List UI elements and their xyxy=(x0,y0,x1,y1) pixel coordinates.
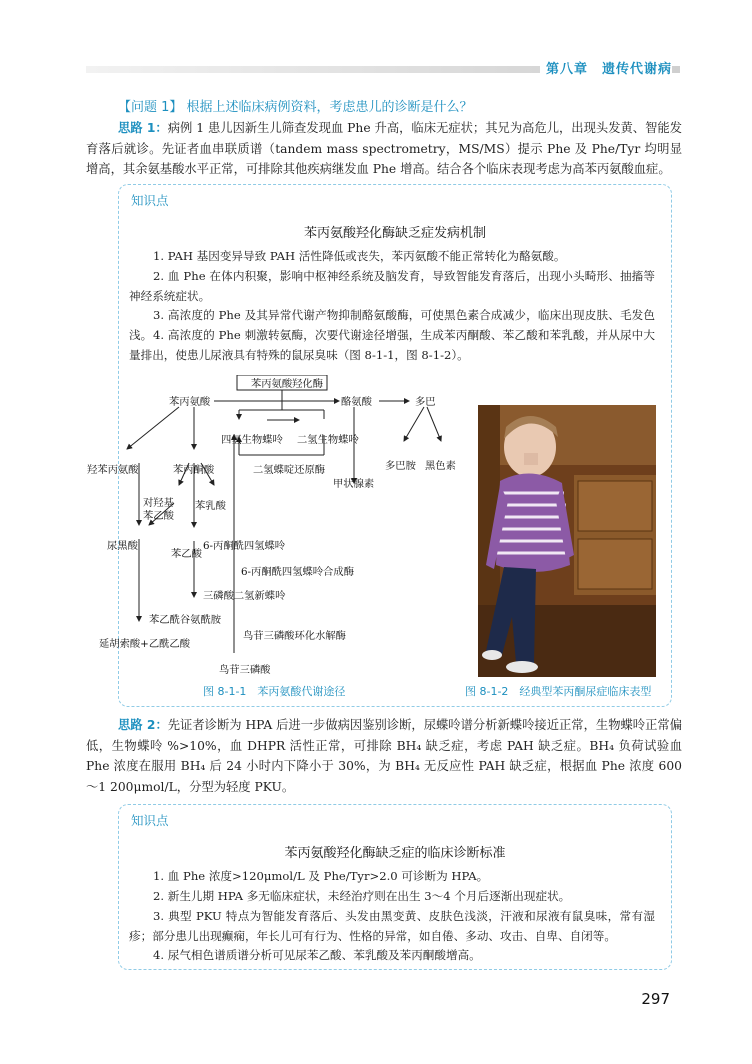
mechanism-item-1: 1. PAH 基因变异导致 PAH 活性降低或丧失，苯丙氨酸不能正常转化为酪氨酸。 xyxy=(153,249,566,263)
bh2-label: 二氢生物蝶呤 xyxy=(297,434,359,446)
mechanism-item-4: 4. 高浓度的 Phe 刺激转氨酶，次要代谢途径增强，生成苯丙酮酸、苯乙酸和苯乳酸，并从尿中大量排出，使患儿尿液具有特殊的鼠尿臭味（图 8-1-1，图 8-1-2）。 xyxy=(129,328,655,362)
knowledge-title: 苯丙氨酸羟化酶缺乏症发病机制 xyxy=(303,226,486,241)
thyroxine-label: 甲状腺素 xyxy=(333,478,375,490)
thought-1-text: 病例 1 患儿因新生儿筛查发现血 Phe 升高，临床无症状；其兄为高危儿，出现头发黄、智能发育落后就诊。先证者血串联质谱（tandem mass spectrometry，MS/MS）提示 Phe 及 Phe/Tyr 均明显增高，其余氨基酸水平正常，可排除其他疾病继发血 Phe 增高。结合各个临床表现考虑为高苯丙氨酸血症。 xyxy=(86,121,682,176)
mechanism-item-3: 3. 高浓度的 Phe 及其异常代谢产物抑制酪氨酸酶，可使黑色素合成减少，临床出现皮肤、毛发色浅。 xyxy=(129,308,655,342)
dhnp-label: 三磷酸二氢新蝶呤 xyxy=(203,590,286,602)
dopa-label: 多巴 xyxy=(415,396,436,408)
ohphenylacetate-label-1: 对羟基 xyxy=(143,497,174,509)
mechanism-item-2: 2. 血 Phe 在体内积聚，影响中枢神经系统及脑发育，导致智能发育落后，出现小头畸形、抽搐等神经系统症状。 xyxy=(129,269,655,303)
diagnosis-item-3: 3. 典型 PKU 特点为智能发育落后、头发由黑变黄、皮肤色浅淡，汗液和尿液有鼠臭味，常有湿疹；部分患儿出现癫痫，年长儿可有行为、性格的异常，如自倦、多动、攻击、自卑、自闭等。 xyxy=(129,909,655,943)
diagnosis-item-1: 1. 血 Phe 浓度>120μmol/L 及 Phe/Tyr>2.0 可诊断为 HPA。 xyxy=(153,869,489,883)
tyr-label: 酪氨酸 xyxy=(341,396,372,408)
patient-photo xyxy=(478,405,656,677)
diagnosis-item-2: 2. 新生儿期 HPA 多无临床症状，未经治疗则在出生 3～4 个月后逐渐出现症状。 xyxy=(153,889,571,903)
phenylacetate-label: 苯乙酸 xyxy=(171,548,202,560)
hydroxyphe-label: 羟苯丙氨酸 xyxy=(87,464,139,476)
gtp-label: 鸟苷三磷酸 xyxy=(219,664,271,676)
thought-1-lead: 思路 1： xyxy=(118,121,168,135)
thought-2-text: 先证者诊断为 HPA 后进一步做病因鉴别诊断，尿蝶呤谱分析新蝶呤接近正常，生物蝶呤正常偏低，生物蝶呤 %>10%，血 DHPR 活性正常，可排除 BH₄ 缺乏症，考虑 PAH 缺乏症。BH₄ 负荷试验血 Phe 浓度在服用 BH₄ 后 24 小时内下降小于 30%，为 BH₄ 无反应性 PAH 缺乏症，根据血 Phe 浓度 600～1 200μmol/L，分型为轻度 PKU。 xyxy=(86,718,682,794)
phe-label: 苯丙氨酸 xyxy=(169,396,211,408)
phenylacetylglutamine-label: 苯乙酰谷氨酰胺 xyxy=(149,614,222,626)
figure-1-caption: 图 8-1-1 苯丙氨酸代谢途径 xyxy=(203,685,346,698)
homogentisate-label: 尿黑酸 xyxy=(107,540,138,552)
chapter-title: 第八章 遗传代谢病 xyxy=(540,58,672,77)
knowledge-box-diagnosis xyxy=(118,804,672,970)
ptps-label: 6-丙酮酰四氢蝶呤合成酶 xyxy=(241,566,354,578)
thought-2 xyxy=(86,715,682,797)
question-1: 【问题 1】 根据上述临床病例资料，考虑患儿的诊断是什么？ xyxy=(118,100,473,115)
bh4-label: 四氢生物蝶呤 xyxy=(221,434,283,446)
knowledge-label: 知识点 xyxy=(131,193,169,208)
phenylpyruvate-label: 苯丙酮酸 xyxy=(173,464,215,476)
knowledge-label-2: 知识点 xyxy=(131,813,169,828)
thought-1 xyxy=(86,118,682,180)
gtpch-label: 鸟苷三磷酸环化水解酶 xyxy=(243,630,346,642)
page-number: 297 xyxy=(641,990,670,1008)
final-products-label: 延胡索酸+乙酰乙酸 xyxy=(99,638,191,650)
ptp-label: 6-丙酮酰四氢蝶呤 xyxy=(203,540,286,552)
melanin-label: 黑色素 xyxy=(425,460,456,472)
enzyme-pah-label: 苯丙氨酸羟化酶 xyxy=(250,378,324,390)
dopamine-label: 多巴胺 xyxy=(385,460,416,472)
thought-2-lead: 思路 2： xyxy=(118,718,168,732)
knowledge-title-2: 苯丙氨酸羟化酶缺乏症的临床诊断标准 xyxy=(284,846,506,861)
phenyllactate-label: 苯乳酸 xyxy=(195,500,226,512)
qbh2-label: 二氢蝶啶还原酶 xyxy=(253,464,326,476)
ohphenylacetate-label-2: 苯乙酸 xyxy=(143,510,174,522)
diagnosis-item-4: 4. 尿气相色谱质谱分析可见尿苯乙酸、苯乳酸及苯丙酮酸增高。 xyxy=(153,948,481,962)
figure-2-caption: 图 8-1-2 经典型苯丙酮尿症临床表型 xyxy=(465,685,652,698)
